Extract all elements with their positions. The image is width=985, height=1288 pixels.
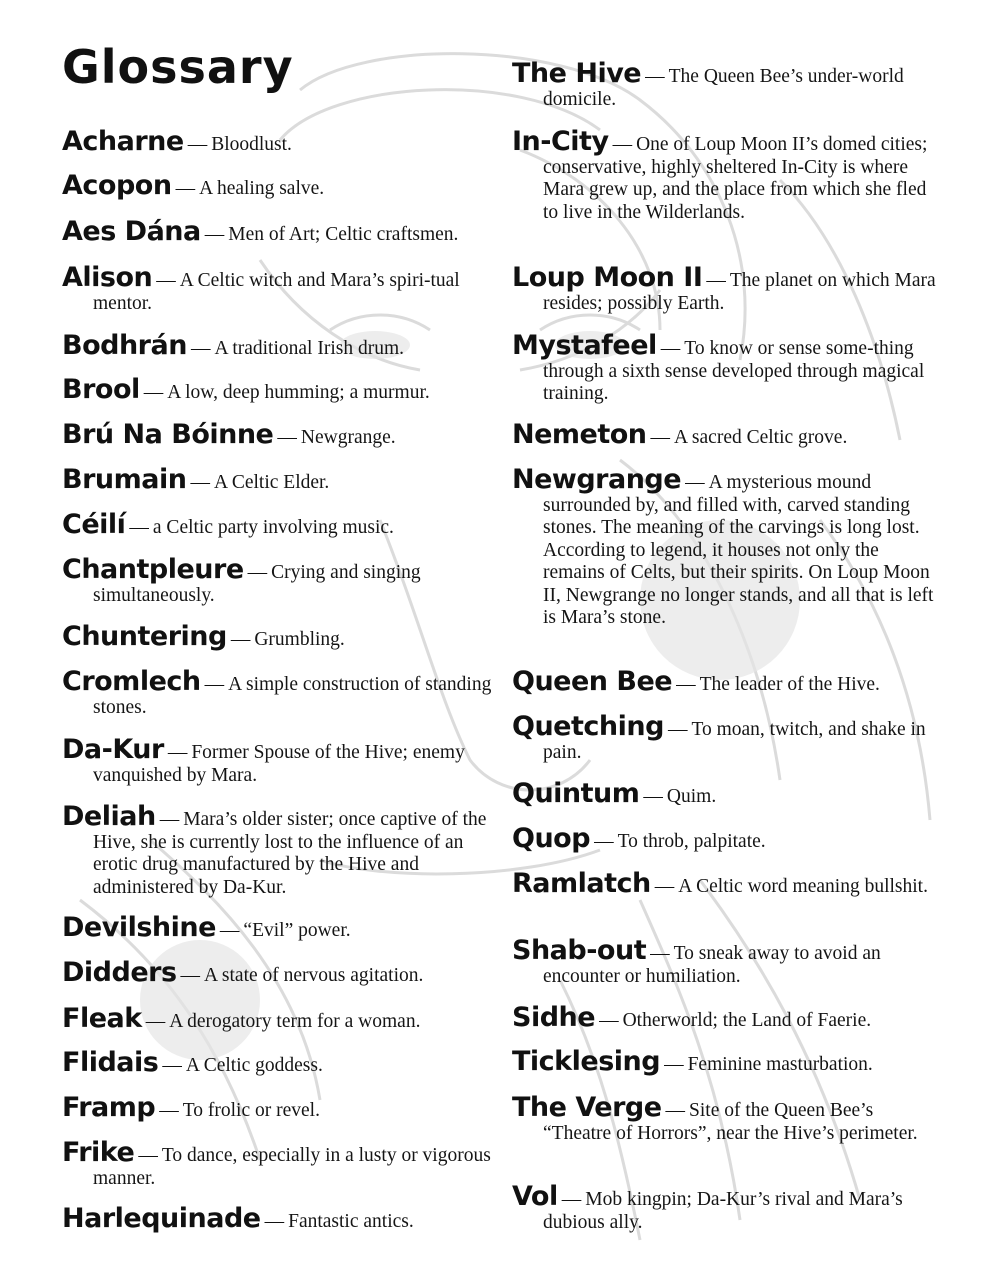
em-dash: —: [129, 517, 149, 538]
glossary-definition: To frolic or revel.: [182, 1100, 320, 1121]
em-dash: —: [247, 562, 268, 583]
glossary-term: Da-Kur: [62, 734, 164, 765]
glossary-definition: A low, deep humming; a murmur.: [167, 382, 430, 403]
glossary-entry: [62, 734, 502, 787]
glossary-term: Acharne: [62, 126, 184, 157]
glossary-term: Aes Dána: [62, 216, 201, 247]
em-dash: —: [643, 786, 663, 807]
glossary-definition: Mob kingpin; Da-Kur’s rival and Mara’s dubious ally.: [543, 1189, 903, 1233]
glossary-term: Shab-out: [512, 935, 647, 966]
glossary-term: Ramlatch: [512, 868, 651, 899]
glossary-definition: To throb, palpitate.: [617, 831, 766, 852]
glossary-definition: A Celtic goddess.: [185, 1055, 323, 1076]
glossary-entry: [512, 868, 944, 899]
glossary-entry: [512, 58, 944, 111]
em-dash: —: [138, 1145, 158, 1166]
glossary-definition: Site of the Queen Bee’s “Theatre of Horrors”, near the Hive’s perimeter.: [543, 1100, 918, 1144]
glossary-entry: [512, 262, 944, 315]
glossary-term: Quop: [512, 823, 591, 854]
em-dash: —: [219, 920, 240, 941]
glossary-term: Vol: [512, 1181, 558, 1212]
glossary-entry: [62, 464, 502, 495]
glossary-definition: To sneak away to avoid an encounter or humiliation.: [543, 943, 881, 987]
em-dash: —: [204, 224, 225, 245]
em-dash: —: [645, 66, 665, 87]
glossary-term: Céilí: [62, 509, 126, 540]
glossary-term: Bodhrán: [62, 330, 187, 361]
em-dash: —: [230, 629, 251, 650]
glossary-term: Deliah: [62, 801, 156, 832]
em-dash: —: [156, 270, 176, 291]
glossary-entry: [512, 1181, 944, 1234]
glossary-term: The Verge: [512, 1092, 662, 1123]
glossary-definition: A traditional Irish drum.: [214, 338, 404, 359]
glossary-term: Flidais: [62, 1047, 159, 1078]
em-dash: —: [664, 1054, 684, 1075]
glossary-definition: Fantastic antics.: [288, 1211, 414, 1232]
em-dash: —: [654, 876, 675, 897]
glossary-term: Loup Moon II: [512, 262, 703, 293]
em-dash: —: [145, 1011, 166, 1032]
glossary-term: Quintum: [512, 778, 640, 809]
glossary-term: Chantpleure: [62, 554, 244, 585]
glossary-entry: [62, 374, 502, 405]
glossary-entry: [62, 216, 502, 247]
glossary-definition: Quim.: [666, 786, 717, 807]
glossary-entry: [62, 801, 502, 899]
glossary-definition: To dance, especially in a lusty or vigorous manner.: [93, 1145, 491, 1189]
em-dash: —: [190, 472, 210, 493]
glossary-definition: a Celtic party involving music.: [152, 517, 394, 538]
em-dash: —: [685, 472, 705, 493]
em-dash: —: [612, 134, 633, 155]
glossary-term: Fleak: [62, 1003, 142, 1034]
glossary-term: Ticklesing: [512, 1046, 661, 1077]
em-dash: —: [660, 338, 681, 359]
glossary-term: Devilshine: [62, 912, 216, 943]
glossary-term: Framp: [62, 1092, 156, 1123]
glossary-entry: [512, 711, 944, 764]
em-dash: —: [204, 674, 225, 695]
glossary-term: Nemeton: [512, 419, 647, 450]
glossary-entry: [62, 554, 502, 607]
em-dash: —: [187, 134, 208, 155]
glossary-term: Didders: [62, 957, 177, 988]
glossary-entry: [62, 170, 502, 201]
glossary-term: Alison: [62, 262, 153, 293]
glossary-definition: A simple construction of standing stones.: [93, 674, 492, 718]
glossary-definition: Otherworld; the Land of Faerie.: [622, 1010, 872, 1031]
glossary-definition: A Celtic Elder.: [213, 472, 330, 493]
glossary-definition: A Celtic witch and Mara’s spiri-tual mentor.: [93, 270, 460, 314]
glossary-entry: [512, 666, 944, 697]
glossary-term: Mystafeel: [512, 330, 657, 361]
glossary-entry: [62, 509, 502, 540]
glossary-entry: [512, 778, 944, 809]
glossary-definition: Former Spouse of the Hive; enemy vanquished by Mara.: [93, 742, 465, 786]
glossary-entry: [62, 419, 502, 450]
glossary-term: In-City: [512, 126, 609, 157]
glossary-entry: [62, 1003, 502, 1034]
em-dash: —: [667, 719, 688, 740]
glossary-entry: [62, 1137, 502, 1190]
glossary-definition: Feminine masturbation.: [687, 1054, 873, 1075]
em-dash: —: [167, 742, 188, 763]
glossary-entry: [512, 464, 944, 630]
glossary-term: Newgrange: [512, 464, 682, 495]
em-dash: —: [676, 674, 696, 695]
glossary-term: Harlequinade: [62, 1203, 261, 1234]
em-dash: —: [561, 1189, 582, 1210]
glossary-definition: The planet on which Mara resides; possibly Earth.: [543, 270, 936, 314]
glossary-definition: A healing salve.: [199, 178, 325, 199]
page-title: Glossary: [62, 40, 294, 94]
glossary-entry: [62, 1047, 502, 1078]
glossary-definition: A sacred Celtic grove.: [674, 427, 848, 448]
glossary-definition: To know or sense some-thing through a sixth sense developed through magical training.: [543, 338, 925, 404]
glossary-entry: [512, 1002, 944, 1033]
glossary-entry: [62, 1092, 502, 1123]
em-dash: —: [159, 1100, 179, 1121]
glossary-definition: The leader of the Hive.: [699, 674, 880, 695]
em-dash: —: [264, 1211, 285, 1232]
em-dash: —: [650, 943, 670, 964]
em-dash: —: [159, 809, 180, 830]
glossary-definition: Men of Art; Celtic craftsmen.: [228, 224, 459, 245]
glossary-term: The Hive: [512, 58, 642, 89]
glossary-definition: To moan, twitch, and shake in pain.: [543, 719, 926, 763]
glossary-definition: A Celtic word meaning bullshit.: [678, 876, 928, 897]
glossary-term: Brumain: [62, 464, 187, 495]
em-dash: —: [143, 382, 164, 403]
glossary-definition: Grumbling.: [254, 629, 345, 650]
glossary-definition: A derogatory term for a woman.: [169, 1011, 421, 1032]
glossary-entry: [512, 1092, 944, 1145]
glossary-definition: Bloodlust.: [211, 134, 292, 155]
glossary-term: Cromlech: [62, 666, 201, 697]
em-dash: —: [175, 178, 196, 199]
em-dash: —: [706, 270, 726, 291]
glossary-term: Chuntering: [62, 621, 227, 652]
glossary-definition: Mara’s older sister; once captive of the Hive, she is currently lost to the influence of an erotic drug manufactured by the Hive and administered by Da-Kur.: [93, 809, 487, 898]
em-dash: —: [665, 1100, 686, 1121]
glossary-definition: “Evil” power.: [243, 920, 351, 941]
glossary-term: Frike: [62, 1137, 135, 1168]
em-dash: —: [180, 965, 201, 986]
glossary-term: Queen Bee: [512, 666, 673, 697]
em-dash: —: [162, 1055, 182, 1076]
glossary-entry: [512, 1046, 944, 1077]
glossary-entry: [62, 912, 502, 943]
em-dash: —: [190, 338, 211, 359]
em-dash: —: [599, 1010, 619, 1031]
glossary-entry: [512, 126, 944, 224]
glossary-term: Sidhe: [512, 1002, 596, 1033]
glossary-entry: [62, 330, 502, 361]
glossary-term: Acopon: [62, 170, 172, 201]
glossary-entry: [512, 823, 944, 854]
glossary-term: Brool: [62, 374, 140, 405]
glossary-definition: Crying and singing simultaneously.: [93, 562, 421, 606]
glossary-definition: A mysterious mound surrounded by, and filled with, carved standing stones. The meaning of the carvings is long lost. According to legend, it houses not only the remains of Celts, but their spirits. On Loup Moon II, Newgrange no longer stands, and all that is left is Mara’s stone.: [543, 472, 934, 628]
glossary-entry: [512, 419, 944, 450]
glossary-entry: [62, 126, 502, 157]
em-dash: —: [277, 427, 297, 448]
glossary-entry: [62, 1203, 502, 1234]
glossary-entry: [62, 262, 502, 315]
em-dash: —: [650, 427, 671, 448]
glossary-definition: The Queen Bee’s under-world domicile.: [543, 66, 904, 110]
glossary-definition: Newgrange.: [300, 427, 396, 448]
em-dash: —: [594, 831, 614, 852]
glossary-term: Quetching: [512, 711, 664, 742]
glossary-definition: One of Loup Moon II’s domed cities; conservative, highly sheltered In-City is where Mara grew up, and the place from which she fled to live in the Wilderlands.: [543, 134, 928, 223]
glossary-entry: [62, 621, 502, 652]
glossary-entry: [62, 666, 502, 719]
glossary-entry: [512, 935, 944, 988]
glossary-term: Brú Na Bóinne: [62, 419, 274, 450]
glossary-definition: A state of nervous agitation.: [204, 965, 424, 986]
glossary-entry: [512, 330, 944, 406]
glossary-entry: [62, 957, 502, 988]
